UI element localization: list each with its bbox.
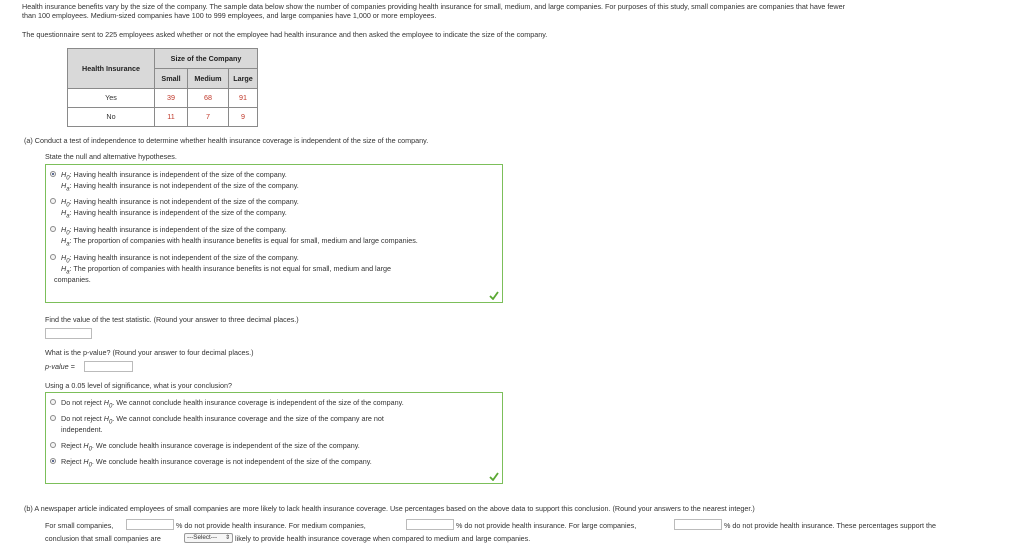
conclusion-3-pre: Reject [61,441,84,450]
likelihood-select[interactable] [184,533,233,543]
conclusion-4-pre: Reject [61,457,84,466]
row-label-no: No [68,108,155,127]
part-b-seg4: % do not provide health insurance. These percentages support the [724,521,937,530]
hypothesis-3-h0-text: Having health insurance is independent of the size of the company. [73,225,287,234]
conclusion-radio-1[interactable] [50,399,56,405]
conclusion-answer-box [45,392,503,484]
hypothesis-3-ha: $H_a$: The proportion of companies with health insurance benefits is equal for small, medium and large companies. [61,236,418,248]
column-header-medium: Medium [188,69,229,89]
select-arrows-icon: ⇕ [224,535,230,541]
intro-line-1: Health insurance benefits vary by the size of the company. The sample data below show the number of companies providing health insurance for small, medium, and large companies. For purposes of this study, small companies are companies that have fewer [22,2,845,11]
column-header-small: Small [155,69,188,89]
conclusion-2-pre: Do not reject [61,414,104,423]
conclusion-3-post: . We conclude health insurance coverage is independent of the size of the company. [91,441,360,450]
hypotheses-prompt: State the null and alternative hypotheses. [45,152,177,161]
hypothesis-1-h0: $H_0$: Having health insurance is independent of the size of the company. [61,170,287,182]
conclusion-radio-3[interactable] [50,442,56,448]
row-header: Health Insurance [68,49,155,89]
test-statistic-input[interactable] [45,328,92,339]
hypothesis-1-ha: $H_a$: Having health insurance is not independent of the size of the company. [61,181,299,193]
hypothesis-2-ha-text: Having health insurance is independent of the size of the company. [73,208,287,217]
hypothesis-4-h0-text: Having health insurance is not independent of the size of the company. [73,253,299,262]
pvalue-input[interactable] [84,361,133,372]
likelihood-select-value: ---Select--- [187,534,218,541]
part-b-line2-post: likely to provide health insurance coverage when compared to medium and large companies. [235,534,531,543]
correct-check-icon [489,291,499,300]
hypothesis-2-h0-text: Having health insurance is not independent of the size of the company. [73,197,299,206]
pvalue-label: p-value = [45,362,75,371]
conclusion-4-text: Reject $H_0$. We conclude health insurance coverage is not independent of the size of the company. [61,457,372,469]
hypothesis-4-ha-cont: companies. [54,275,91,284]
part-a-prompt: (a) Conduct a test of independence to determine whether health insurance coverage is independent of the size of the company. [24,136,429,145]
test-statistic-prompt: Find the value of the test statistic. (Round your answer to three decimal places.) [45,315,299,324]
cell-yes-medium: 68 [188,89,229,108]
part-b-seg1: For small companies, [45,521,114,530]
hypothesis-1-h0-text: Having health insurance is independent of the size of the company. [73,170,287,179]
pvalue-prompt: What is the p-value? (Round your answer to four decimal places.) [45,348,254,357]
hypothesis-radio-3[interactable] [50,226,56,232]
column-group-header: Size of the Company [155,49,258,69]
part-b-seg3: % do not provide health insurance. For large companies, [456,521,637,530]
conclusion-2-cont: independent. [61,425,103,434]
hypothesis-4-ha: $H_a$: The proportion of companies with health insurance benefits is not equal for small, medium and large [61,264,392,276]
column-header-large: Large [229,69,258,89]
large-percent-input[interactable] [674,519,722,530]
hypothesis-4-h0: $H_0$: Having health insurance is not independent of the size of the company. [61,253,299,265]
questionnaire-text: The questionnaire sent to 225 employees asked whether or not the employee had health insurance and then asked the employee to indicate the size of the company. [22,30,548,39]
cell-no-small: 11 [155,108,188,127]
cell-yes-small: 39 [155,89,188,108]
conclusion-2-post: . We cannot conclude health insurance coverage and the size of the company are not [112,414,384,423]
hypothesis-radio-2[interactable] [50,198,56,204]
hypotheses-answer-box [45,164,503,303]
part-b-seg2: % do not provide health insurance. For medium companies, [176,521,366,530]
intro-line-2: than 100 employees. Medium-sized companies have 100 to 999 employees, and large companies have 1,000 or more employees. [22,11,437,21]
conclusion-1-pre: Do not reject [61,398,104,407]
small-percent-input[interactable] [126,519,174,530]
table-row-no [68,108,258,127]
conclusion-radio-2[interactable] [50,415,56,421]
table-row-yes [68,89,258,108]
conclusion-radio-4[interactable] [50,458,56,464]
hypothesis-3-h0: $H_0$: Having health insurance is independent of the size of the company. [61,225,287,237]
conclusion-prompt: Using a 0.05 level of significance, what is your conclusion? [45,381,232,390]
correct-check-icon [489,472,499,481]
hypothesis-radio-4[interactable] [50,254,56,260]
cell-yes-large: 91 [229,89,258,108]
conclusion-1-post: . We cannot conclude health insurance coverage is independent of the size of the company. [112,398,404,407]
hypothesis-4-ha-text: The proportion of companies with health insurance benefits is not equal for small, medium and large [73,264,392,273]
hypothesis-radio-1[interactable] [50,171,56,177]
hypothesis-2-h0: $H_0$: Having health insurance is not independent of the size of the company. [61,197,299,209]
hypothesis-3-ha-text: The proportion of companies with health insurance benefits is equal for small, medium and large companies. [73,236,418,245]
problem-intro [22,2,1010,20]
conclusion-4-post: . We conclude health insurance coverage is not independent of the size of the company. [91,457,372,466]
conclusion-2-text: Do not reject $H_0$. We cannot conclude health insurance coverage and the size of the company are not [61,414,384,426]
part-b-line2-pre: conclusion that small companies are [45,534,161,543]
cell-no-large: 9 [229,108,258,127]
hypothesis-1-ha-text: Having health insurance is not independent of the size of the company. [73,181,299,190]
conclusion-3-text: Reject $H_0$. We conclude health insurance coverage is independent of the size of the company. [61,441,360,453]
part-b-prompt: (b) A newspaper article indicated employees of small companies are more likely to lack health insurance coverage. Use percentages based on the above data to support this conclusion. (Round your answers to the nearest integer.) [24,504,755,513]
medium-percent-input[interactable] [406,519,454,530]
contingency-table [67,48,258,127]
cell-no-medium: 7 [188,108,229,127]
conclusion-1-text: Do not reject $H_0$. We cannot conclude health insurance coverage is independent of the size of the company. [61,398,404,410]
row-label-yes: Yes [68,89,155,108]
hypothesis-2-ha: $H_a$: Having health insurance is independent of the size of the company. [61,208,287,220]
